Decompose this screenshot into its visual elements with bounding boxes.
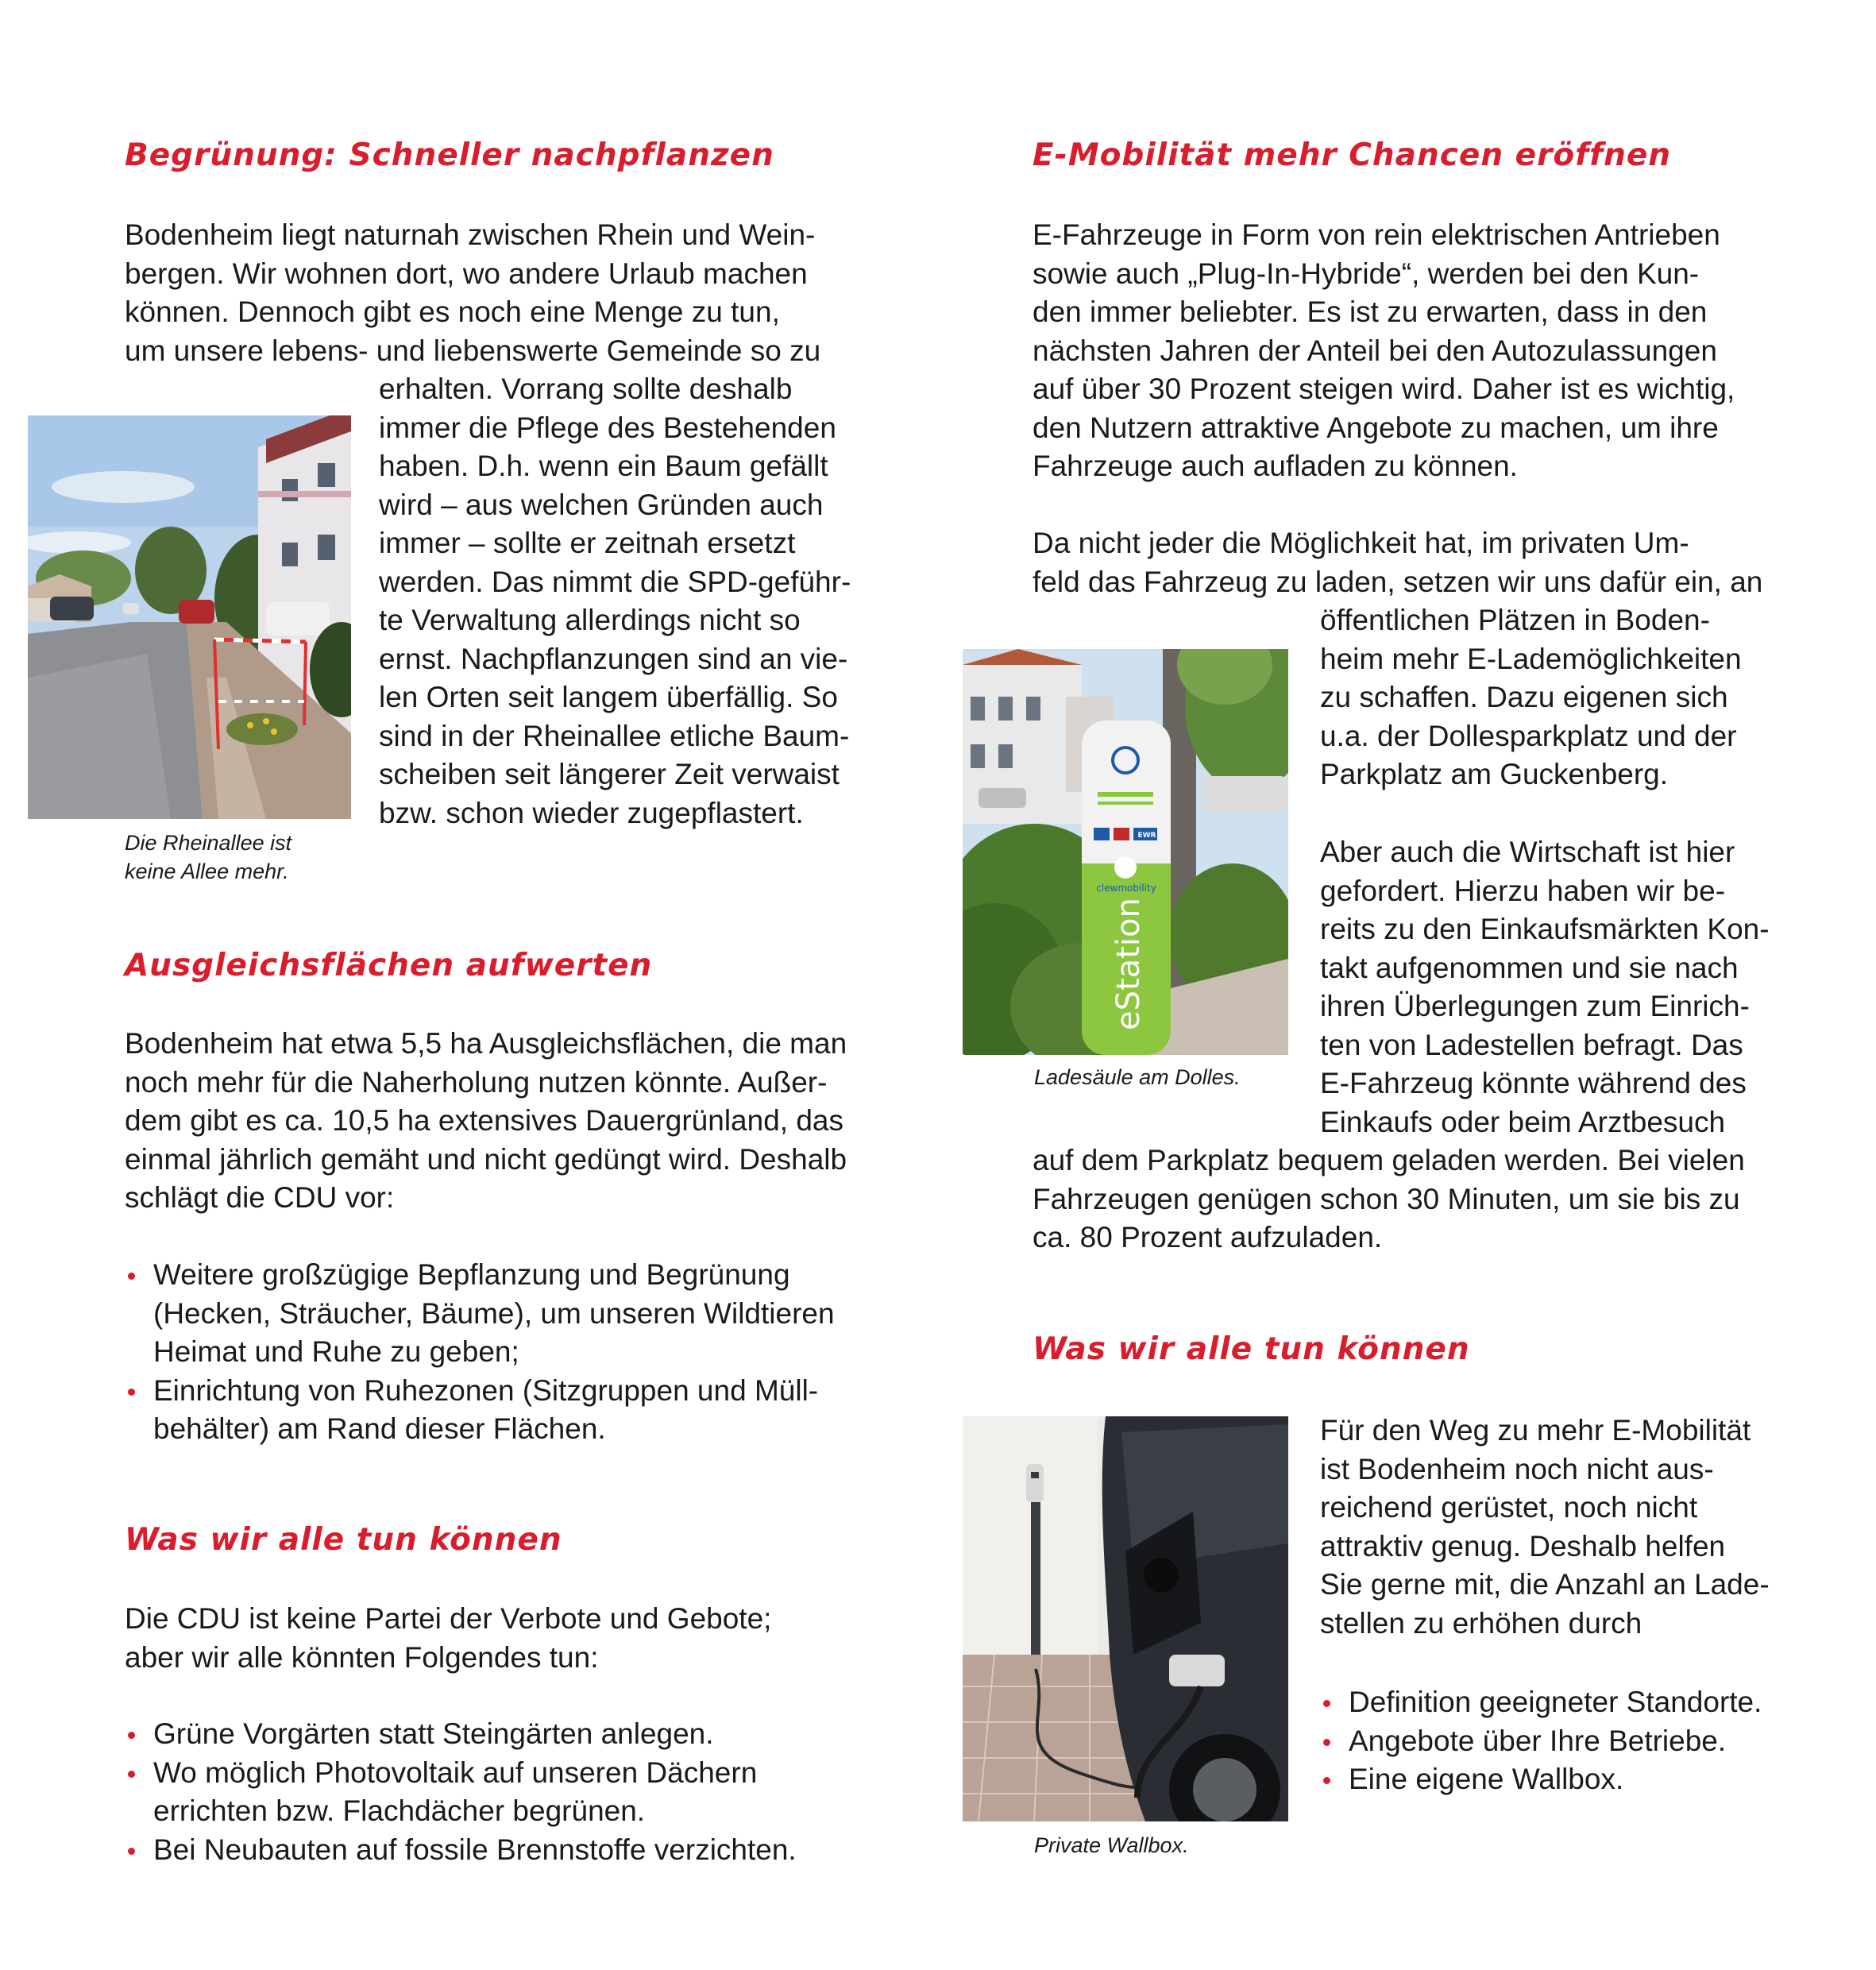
compensation-paragraph: Bodenheim hat etwa 5,5 ha Ausgleichsflächen, die man noch mehr für die Naherholung nutzen könnte. Außer- dem gibt es ca. 10,5 ha extensives Dauergrünland, das einmal jährlich gemäht und nicht gedüngt wird. Deshalb schlägt die CDU vor: — [125, 1027, 847, 1214]
all-can-do-left-bullet-list — [125, 1715, 797, 1869]
bullet-dot — [1323, 1739, 1330, 1746]
list-item: Wo möglich Photovoltaik auf unseren Dächern errichten bzw. Flachdächer begrünen. — [125, 1754, 797, 1831]
compensation-bullet-list — [125, 1256, 835, 1449]
rheinallee-street-photo — [28, 415, 351, 819]
wallbox-photo — [963, 1416, 1288, 1821]
heading-all-can-do-right: Was wir alle tun können — [1033, 1331, 1470, 1367]
list-item: Bei Neubauten auf fossile Brennstoffe verzichten. — [125, 1831, 797, 1870]
list-item: Eine eigene Wallbox. — [1320, 1760, 1762, 1799]
rheinallee-caption: Die Rheinallee ist keine Allee mehr. — [125, 831, 292, 883]
list-item: Definition geeigneter Standorte. — [1320, 1683, 1762, 1722]
all-can-do-right-paragraph: Für den Weg zu mehr E-Mobilität ist Bodenheim noch nicht aus- reichend gerüstet, noch nicht attraktiv genug. Deshalb helfen Sie gerne mit, die Anzahl an Lade- stellen zu erhöhen durch — [1320, 1414, 1770, 1640]
greening-paragraph-full: Bodenheim liegt naturnah zwischen Rhein und Wein- bergen. Wir wohnen dort, wo andere Urlaub machen können. Dennoch gibt es noch eine Menge zu tun, um unsere lebens- und liebenswerte Gemeinde so zu — [125, 218, 821, 367]
station-label-text: eStation — [1110, 898, 1147, 1030]
bullet-dot — [1323, 1777, 1330, 1784]
all-can-do-left-paragraph: Die CDU ist keine Partei der Verbote und Gebote; aber wir alle könnten Folgendes tun: — [125, 1602, 772, 1674]
heading-all-can-do-left: Was wir alle tun können — [125, 1522, 562, 1558]
heading-greening: Begrünung: Schneller nachpflanzen — [125, 137, 774, 173]
heading-emobility: E-Mobilität mehr Chancen eröffnen — [1033, 137, 1672, 173]
heading-compensation-areas: Ausgleichsflächen aufwerten — [125, 948, 653, 983]
greening-paragraph-wrapped: erhalten. Vorrang sollte deshalb immer die Pflege des Bestehenden haben. D.h. wenn ein Baum gefällt wird – aus welchen Gründen auch immer – sollte er zeitnah ersetzt werden. Das nimmt die SPD-geführ- te Verwaltung allerdings nicht so ernst. Nachpflanzungen sind an vie- len Orten seit langem überfällig. So sind in der Rheinallee etliche Baum- scheiben seit längerer Zeit verwaist bzw. schon wieder zugepflastert. — [379, 373, 851, 829]
station-ewr-text: EWR — [1137, 832, 1156, 840]
emobility-paragraph-a: E-Fahrzeuge in Form von rein elektrischen Antrieben sowie auch „Plug-In-Hybride“, werden bei den Kun- den immer beliebter. Es ist zu erwarten, dass in den nächsten Jahren der Anteil bei den Autozulassungen auf über 30 Prozent steigen wird. Daher ist es wichtig, den Nutzern attraktive Angebote zu machen, um ihre Fahrzeuge auch aufladen zu können. — [1033, 218, 1735, 482]
charging-station-photo — [963, 649, 1288, 1055]
emobility-paragraph-c-full: auf dem Parkplatz bequem geladen werden. Bei vielen Fahrzeugen genügen schon 30 Minuten, um sie bis zu ca. 80 Prozent aufzuladen. — [1033, 1144, 1745, 1253]
emobility-paragraph-c-wrapped: Aber auch die Wirtschaft ist hier gefordert. Hierzu haben wir be- reits zu den Einkaufsmärkten Kon- takt aufgenommen und sie nach ihren Überlegungen zum Einrich- ten von Ladestellen befragt. Das E-Fahrzeug könnte während des Einkaufs oder beim Arztbesuch — [1320, 836, 1770, 1138]
list-item: Weitere großzügige Bepflanzung und Begrünung (Hecken, Sträucher, Bäume), um unseren Wildtieren Heimat und Ruhe zu geben; — [125, 1256, 835, 1372]
bullet-dot — [128, 1848, 135, 1855]
emobility-paragraph-b-full: Da nicht jeder die Möglichkeit hat, im privaten Um- feld das Fahrzeug zu laden, setzen wir uns dafür ein, an — [1033, 527, 1763, 598]
bullet-dot — [1323, 1700, 1330, 1707]
list-item: Einrichtung von Ruhezonen (Sitzgruppen und Müll- behälter) am Rand dieser Flächen. — [125, 1372, 835, 1449]
wallbox-caption: Private Wallbox. — [1034, 1833, 1189, 1857]
bullet-dot — [128, 1732, 135, 1739]
bullet-dot — [128, 1273, 135, 1280]
list-item: Grüne Vorgärten statt Steingärten anlegen. — [125, 1715, 797, 1754]
bullet-dot — [128, 1389, 135, 1396]
station-brand-text: clewmobility — [1096, 883, 1156, 894]
emobility-paragraph-b-wrapped: öffentlichen Plätzen in Boden- heim mehr E-Lademöglichkeiten zu schaffen. Dazu eigenen sich u.a. der Dollesparkplatz und der Parkplatz am Guckenberg. — [1320, 604, 1742, 790]
all-can-do-right-bullet-list — [1320, 1683, 1762, 1799]
charging-station-caption: Ladesäule am Dolles. — [1034, 1065, 1241, 1089]
list-item: Angebote über Ihre Betriebe. — [1320, 1722, 1762, 1761]
bullet-dot — [128, 1771, 135, 1778]
